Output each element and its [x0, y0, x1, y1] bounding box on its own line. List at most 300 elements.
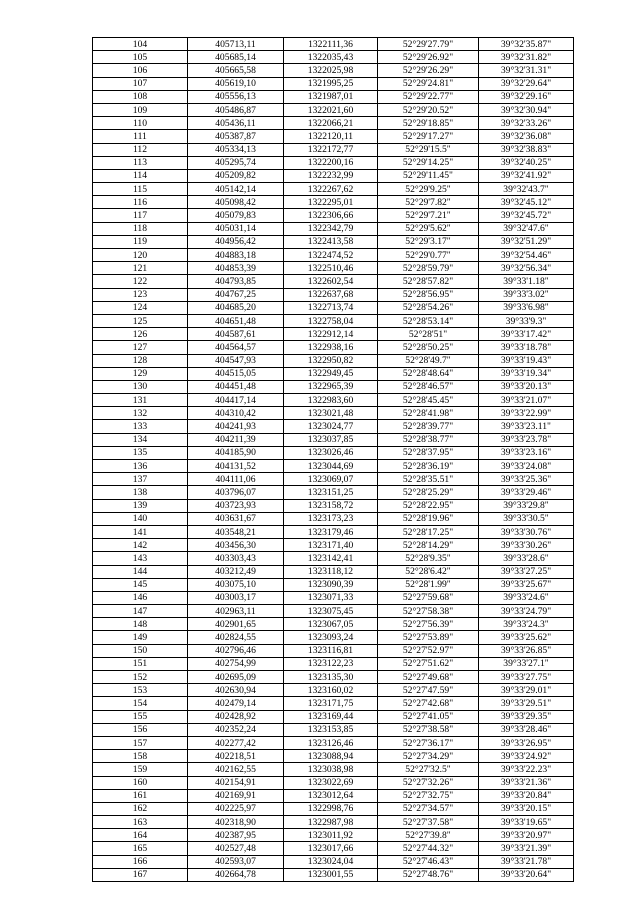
coordinates-table-body	[93, 38, 574, 882]
x-coordinate-cell: 404310,42	[188, 407, 284, 420]
longitude-cell: 39°32'35.87"	[479, 38, 574, 51]
table-row	[93, 816, 574, 829]
table-row	[93, 446, 574, 459]
latitude-cell: 52°28'57.82"	[378, 275, 479, 288]
y-coordinate-cell: 1323173,23	[284, 512, 378, 525]
y-coordinate-cell: 1323118,12	[284, 565, 378, 578]
y-coordinate-cell: 1323151,25	[284, 486, 378, 499]
x-coordinate-cell: 404417,14	[188, 394, 284, 407]
longitude-cell: 39°33'21.07"	[479, 394, 574, 407]
longitude-cell: 39°33'29.46"	[479, 486, 574, 499]
point-number-cell: 111	[93, 130, 188, 143]
table-row	[93, 565, 574, 578]
y-coordinate-cell: 1322983,60	[284, 394, 378, 407]
table-row	[93, 552, 574, 565]
latitude-cell: 52°27'48.76"	[378, 868, 479, 881]
longitude-cell: 39°33'23.11"	[479, 420, 574, 433]
y-coordinate-cell: 1322912,14	[284, 328, 378, 341]
longitude-cell: 39°32'36.08"	[479, 130, 574, 143]
table-row	[93, 433, 574, 446]
longitude-cell: 39°33'30.5"	[479, 512, 574, 525]
point-number-cell: 107	[93, 77, 188, 90]
longitude-cell: 39°33'29.51"	[479, 697, 574, 710]
y-coordinate-cell: 1323090,39	[284, 578, 378, 591]
latitude-cell: 52°28'48.64"	[378, 367, 479, 380]
latitude-cell: 52°28'50.25"	[378, 341, 479, 354]
x-coordinate-cell: 404793,85	[188, 275, 284, 288]
point-number-cell: 162	[93, 802, 188, 815]
point-number-cell: 110	[93, 117, 188, 130]
point-number-cell: 114	[93, 169, 188, 182]
y-coordinate-cell: 1321995,25	[284, 77, 378, 90]
table-row	[93, 354, 574, 367]
latitude-cell: 52°29'27.79"	[378, 38, 479, 51]
y-coordinate-cell: 1322342,79	[284, 222, 378, 235]
point-number-cell: 134	[93, 433, 188, 446]
latitude-cell: 52°29'0.77"	[378, 249, 479, 262]
y-coordinate-cell: 1323071,33	[284, 591, 378, 604]
table-row	[93, 275, 574, 288]
point-number-cell: 161	[93, 789, 188, 802]
x-coordinate-cell: 403003,17	[188, 591, 284, 604]
point-number-cell: 124	[93, 301, 188, 314]
table-row	[93, 407, 574, 420]
x-coordinate-cell: 402162,55	[188, 763, 284, 776]
point-number-cell: 109	[93, 103, 188, 116]
y-coordinate-cell: 1323171,75	[284, 697, 378, 710]
table-row	[93, 657, 574, 670]
x-coordinate-cell: 402630,94	[188, 684, 284, 697]
x-coordinate-cell: 402479,14	[188, 697, 284, 710]
longitude-cell: 39°33'17.42"	[479, 328, 574, 341]
y-coordinate-cell: 1322949,45	[284, 367, 378, 380]
table-row	[93, 196, 574, 209]
table-row	[93, 314, 574, 327]
latitude-cell: 52°29'24.81"	[378, 77, 479, 90]
table-row	[93, 262, 574, 275]
table-row	[93, 525, 574, 538]
table-row	[93, 591, 574, 604]
x-coordinate-cell: 404515,05	[188, 367, 284, 380]
y-coordinate-cell: 1323021,48	[284, 407, 378, 420]
table-row	[93, 51, 574, 64]
latitude-cell: 52°28'1.99"	[378, 578, 479, 591]
longitude-cell: 39°33'9.3"	[479, 314, 574, 327]
point-number-cell: 133	[93, 420, 188, 433]
point-number-cell: 149	[93, 631, 188, 644]
point-number-cell: 129	[93, 367, 188, 380]
y-coordinate-cell: 1322306,66	[284, 209, 378, 222]
y-coordinate-cell: 1322758,04	[284, 314, 378, 327]
point-number-cell: 130	[93, 380, 188, 393]
table-row	[93, 763, 574, 776]
y-coordinate-cell: 1323017,66	[284, 842, 378, 855]
point-number-cell: 159	[93, 763, 188, 776]
y-coordinate-cell: 1323037,85	[284, 433, 378, 446]
longitude-cell: 39°32'40.25"	[479, 156, 574, 169]
table-row	[93, 380, 574, 393]
y-coordinate-cell: 1322120,11	[284, 130, 378, 143]
x-coordinate-cell: 402695,09	[188, 671, 284, 684]
point-number-cell: 164	[93, 829, 188, 842]
table-row	[93, 578, 574, 591]
latitude-cell: 52°28'14.29"	[378, 539, 479, 552]
y-coordinate-cell: 1322066,21	[284, 117, 378, 130]
x-coordinate-cell: 405486,87	[188, 103, 284, 116]
x-coordinate-cell: 404853,39	[188, 262, 284, 275]
table-row	[93, 539, 574, 552]
point-number-cell: 123	[93, 288, 188, 301]
longitude-cell: 39°33'19.34"	[479, 367, 574, 380]
longitude-cell: 39°33'18.78"	[479, 341, 574, 354]
point-number-cell: 146	[93, 591, 188, 604]
point-number-cell: 142	[93, 539, 188, 552]
table-row	[93, 38, 574, 51]
x-coordinate-cell: 404547,93	[188, 354, 284, 367]
point-number-cell: 136	[93, 460, 188, 473]
y-coordinate-cell: 1322172,77	[284, 143, 378, 156]
x-coordinate-cell: 404651,48	[188, 314, 284, 327]
latitude-cell: 52°27'44.32"	[378, 842, 479, 855]
latitude-cell: 52°28'59.79"	[378, 262, 479, 275]
table-row	[93, 288, 574, 301]
point-number-cell: 119	[93, 235, 188, 248]
x-coordinate-cell: 402527,48	[188, 842, 284, 855]
point-number-cell: 117	[93, 209, 188, 222]
longitude-cell: 39°32'29.16"	[479, 90, 574, 103]
point-number-cell: 165	[93, 842, 188, 855]
latitude-cell: 52°27'38.58"	[378, 723, 479, 736]
x-coordinate-cell: 404111,06	[188, 473, 284, 486]
latitude-cell: 52°28'9.35"	[378, 552, 479, 565]
x-coordinate-cell: 402824,55	[188, 631, 284, 644]
y-coordinate-cell: 1323135,30	[284, 671, 378, 684]
longitude-cell: 39°33'20.97"	[479, 829, 574, 842]
y-coordinate-cell: 1322474,52	[284, 249, 378, 262]
latitude-cell: 52°27'52.97"	[378, 644, 479, 657]
longitude-cell: 39°32'43.7"	[479, 183, 574, 196]
latitude-cell: 52°27'59.68"	[378, 591, 479, 604]
y-coordinate-cell: 1323088,94	[284, 750, 378, 763]
latitude-cell: 52°27'53.89"	[378, 631, 479, 644]
longitude-cell: 39°32'51.29"	[479, 235, 574, 248]
table-row	[93, 802, 574, 815]
table-row	[93, 183, 574, 196]
longitude-cell: 39°32'45.72"	[479, 209, 574, 222]
y-coordinate-cell: 1322200,16	[284, 156, 378, 169]
x-coordinate-cell: 404241,93	[188, 420, 284, 433]
latitude-cell: 52°28'41.98"	[378, 407, 479, 420]
x-coordinate-cell: 405334,13	[188, 143, 284, 156]
longitude-cell: 39°33'22.99"	[479, 407, 574, 420]
longitude-cell: 39°33'24.79"	[479, 605, 574, 618]
point-number-cell: 122	[93, 275, 188, 288]
latitude-cell: 52°27'37.58"	[378, 816, 479, 829]
table-row	[93, 723, 574, 736]
latitude-cell: 52°28'51"	[378, 328, 479, 341]
table-row	[93, 512, 574, 525]
latitude-cell: 52°27'36.17"	[378, 736, 479, 749]
x-coordinate-cell: 402169,91	[188, 789, 284, 802]
longitude-cell: 39°32'41.92"	[479, 169, 574, 182]
y-coordinate-cell: 1322295,01	[284, 196, 378, 209]
x-coordinate-cell: 405031,14	[188, 222, 284, 235]
table-row	[93, 684, 574, 697]
table-row	[93, 222, 574, 235]
x-coordinate-cell: 405685,14	[188, 51, 284, 64]
longitude-cell: 39°33'29.8"	[479, 499, 574, 512]
latitude-cell: 52°29'17.27"	[378, 130, 479, 143]
latitude-cell: 52°28'54.26"	[378, 301, 479, 314]
latitude-cell: 52°27'56.39"	[378, 618, 479, 631]
x-coordinate-cell: 405619,10	[188, 77, 284, 90]
x-coordinate-cell: 402664,78	[188, 868, 284, 881]
x-coordinate-cell: 402277,42	[188, 736, 284, 749]
x-coordinate-cell: 404131,52	[188, 460, 284, 473]
y-coordinate-cell: 1322025,98	[284, 64, 378, 77]
latitude-cell: 52°27'34.29"	[378, 750, 479, 763]
y-coordinate-cell: 1323160,02	[284, 684, 378, 697]
longitude-cell: 39°33'24.6"	[479, 591, 574, 604]
x-coordinate-cell: 404451,48	[188, 380, 284, 393]
longitude-cell: 39°33'19.43"	[479, 354, 574, 367]
table-row	[93, 367, 574, 380]
x-coordinate-cell: 405713,11	[188, 38, 284, 51]
table-row	[93, 776, 574, 789]
latitude-cell: 52°29'26.29"	[378, 64, 479, 77]
x-coordinate-cell: 405142,14	[188, 183, 284, 196]
point-number-cell: 154	[93, 697, 188, 710]
y-coordinate-cell: 1323001,55	[284, 868, 378, 881]
point-number-cell: 158	[93, 750, 188, 763]
table-row	[93, 486, 574, 499]
latitude-cell: 52°28'45.45"	[378, 394, 479, 407]
point-number-cell: 132	[93, 407, 188, 420]
longitude-cell: 39°33'30.76"	[479, 525, 574, 538]
point-number-cell: 104	[93, 38, 188, 51]
latitude-cell: 52°28'53.14"	[378, 314, 479, 327]
point-number-cell: 115	[93, 183, 188, 196]
point-number-cell: 153	[93, 684, 188, 697]
x-coordinate-cell: 403723,93	[188, 499, 284, 512]
longitude-cell: 39°33'24.08"	[479, 460, 574, 473]
point-number-cell: 167	[93, 868, 188, 881]
y-coordinate-cell: 1323067,05	[284, 618, 378, 631]
point-number-cell: 145	[93, 578, 188, 591]
table-row	[93, 868, 574, 881]
longitude-cell: 39°33'26.85"	[479, 644, 574, 657]
longitude-cell: 39°33'20.13"	[479, 380, 574, 393]
y-coordinate-cell: 1323011,92	[284, 829, 378, 842]
latitude-cell: 52°28'22.95"	[378, 499, 479, 512]
x-coordinate-cell: 402218,51	[188, 750, 284, 763]
latitude-cell: 52°27'34.57"	[378, 802, 479, 815]
point-number-cell: 135	[93, 446, 188, 459]
table-row	[93, 829, 574, 842]
longitude-cell: 39°33'29.01"	[479, 684, 574, 697]
point-number-cell: 131	[93, 394, 188, 407]
latitude-cell: 52°27'58.38"	[378, 605, 479, 618]
longitude-cell: 39°33'19.65"	[479, 816, 574, 829]
x-coordinate-cell: 402352,24	[188, 723, 284, 736]
latitude-cell: 52°28'46.57"	[378, 380, 479, 393]
table-row	[93, 328, 574, 341]
longitude-cell: 39°32'47.6"	[479, 222, 574, 235]
longitude-cell: 39°32'29.64"	[479, 77, 574, 90]
table-row	[93, 420, 574, 433]
x-coordinate-cell: 402387,95	[188, 829, 284, 842]
latitude-cell: 52°28'17.25"	[378, 525, 479, 538]
x-coordinate-cell: 404883,18	[188, 249, 284, 262]
point-number-cell: 150	[93, 644, 188, 657]
point-number-cell: 156	[93, 723, 188, 736]
y-coordinate-cell: 1322998,76	[284, 802, 378, 815]
point-number-cell: 160	[93, 776, 188, 789]
longitude-cell: 39°33'26.95"	[479, 736, 574, 749]
longitude-cell: 39°32'56.34"	[479, 262, 574, 275]
y-coordinate-cell: 1322713,74	[284, 301, 378, 314]
longitude-cell: 39°33'30.26"	[479, 539, 574, 552]
x-coordinate-cell: 405436,11	[188, 117, 284, 130]
point-number-cell: 116	[93, 196, 188, 209]
x-coordinate-cell: 405665,58	[188, 64, 284, 77]
point-number-cell: 137	[93, 473, 188, 486]
point-number-cell: 120	[93, 249, 188, 262]
table-row	[93, 605, 574, 618]
table-row	[93, 644, 574, 657]
longitude-cell: 39°33'23.78"	[479, 433, 574, 446]
longitude-cell: 39°33'27.75"	[479, 671, 574, 684]
table-row	[93, 855, 574, 868]
y-coordinate-cell: 1322987,98	[284, 816, 378, 829]
y-coordinate-cell: 1323122,23	[284, 657, 378, 670]
longitude-cell: 39°33'28.6"	[479, 552, 574, 565]
latitude-cell: 52°28'19.96"	[378, 512, 479, 525]
table-row	[93, 235, 574, 248]
point-number-cell: 166	[93, 855, 188, 868]
table-row	[93, 77, 574, 90]
longitude-cell: 39°33'21.39"	[479, 842, 574, 855]
x-coordinate-cell: 405387,87	[188, 130, 284, 143]
table-row	[93, 103, 574, 116]
y-coordinate-cell: 1321987,01	[284, 90, 378, 103]
latitude-cell: 52°28'6.42"	[378, 565, 479, 578]
coordinates-table	[92, 37, 574, 882]
table-row	[93, 460, 574, 473]
y-coordinate-cell: 1323171,40	[284, 539, 378, 552]
longitude-cell: 39°32'31.31"	[479, 64, 574, 77]
latitude-cell: 52°29'5.62"	[378, 222, 479, 235]
longitude-cell: 39°33'25.67"	[479, 578, 574, 591]
latitude-cell: 52°27'47.59"	[378, 684, 479, 697]
table-row	[93, 130, 574, 143]
latitude-cell: 52°28'56.95"	[378, 288, 479, 301]
longitude-cell: 39°33'24.3"	[479, 618, 574, 631]
y-coordinate-cell: 1323116,81	[284, 644, 378, 657]
point-number-cell: 108	[93, 90, 188, 103]
table-row	[93, 394, 574, 407]
longitude-cell: 39°32'45.12"	[479, 196, 574, 209]
y-coordinate-cell: 1323179,46	[284, 525, 378, 538]
x-coordinate-cell: 405556,13	[188, 90, 284, 103]
latitude-cell: 52°28'38.77"	[378, 433, 479, 446]
point-number-cell: 163	[93, 816, 188, 829]
point-number-cell: 125	[93, 314, 188, 327]
latitude-cell: 52°27'51.62"	[378, 657, 479, 670]
longitude-cell: 39°33'21.78"	[479, 855, 574, 868]
table-row	[93, 842, 574, 855]
x-coordinate-cell: 402225,97	[188, 802, 284, 815]
y-coordinate-cell: 1322232,99	[284, 169, 378, 182]
point-number-cell: 127	[93, 341, 188, 354]
y-coordinate-cell: 1322413,58	[284, 235, 378, 248]
table-row	[93, 249, 574, 262]
point-number-cell: 113	[93, 156, 188, 169]
table-row	[93, 143, 574, 156]
longitude-cell: 39°33'1.18"	[479, 275, 574, 288]
point-number-cell: 148	[93, 618, 188, 631]
latitude-cell: 52°29'22.77"	[378, 90, 479, 103]
longitude-cell: 39°32'38.83"	[479, 143, 574, 156]
x-coordinate-cell: 402154,91	[188, 776, 284, 789]
latitude-cell: 52°27'42.68"	[378, 697, 479, 710]
longitude-cell: 39°32'33.26"	[479, 117, 574, 130]
x-coordinate-cell: 404767,25	[188, 288, 284, 301]
longitude-cell: 39°33'20.84"	[479, 789, 574, 802]
x-coordinate-cell: 405098,42	[188, 196, 284, 209]
latitude-cell: 52°29'15.5"	[378, 143, 479, 156]
y-coordinate-cell: 1323038,98	[284, 763, 378, 776]
latitude-cell: 52°28'25.29"	[378, 486, 479, 499]
longitude-cell: 39°33'29.35"	[479, 710, 574, 723]
point-number-cell: 128	[93, 354, 188, 367]
x-coordinate-cell: 404587,61	[188, 328, 284, 341]
table-row	[93, 697, 574, 710]
y-coordinate-cell: 1323024,04	[284, 855, 378, 868]
x-coordinate-cell: 403796,07	[188, 486, 284, 499]
x-coordinate-cell: 402754,99	[188, 657, 284, 670]
x-coordinate-cell: 402593,07	[188, 855, 284, 868]
latitude-cell: 52°27'41.05"	[378, 710, 479, 723]
x-coordinate-cell: 402963,11	[188, 605, 284, 618]
point-number-cell: 141	[93, 525, 188, 538]
x-coordinate-cell: 405079,83	[188, 209, 284, 222]
table-row	[93, 789, 574, 802]
latitude-cell: 52°29'9.25"	[378, 183, 479, 196]
table-row	[93, 750, 574, 763]
longitude-cell: 39°33'25.36"	[479, 473, 574, 486]
latitude-cell: 52°27'32.5"	[378, 763, 479, 776]
y-coordinate-cell: 1322510,46	[284, 262, 378, 275]
longitude-cell: 39°33'27.25"	[479, 565, 574, 578]
y-coordinate-cell: 1323075,45	[284, 605, 378, 618]
point-number-cell: 144	[93, 565, 188, 578]
point-number-cell: 105	[93, 51, 188, 64]
point-number-cell: 155	[93, 710, 188, 723]
latitude-cell: 52°28'49.7"	[378, 354, 479, 367]
table-row	[93, 64, 574, 77]
y-coordinate-cell: 1322637,68	[284, 288, 378, 301]
table-row	[93, 736, 574, 749]
latitude-cell: 52°29'20.52"	[378, 103, 479, 116]
x-coordinate-cell: 404956,42	[188, 235, 284, 248]
y-coordinate-cell: 1322035,43	[284, 51, 378, 64]
longitude-cell: 39°33'6.98"	[479, 301, 574, 314]
point-number-cell: 139	[93, 499, 188, 512]
table-row	[93, 301, 574, 314]
table-row	[93, 90, 574, 103]
y-coordinate-cell: 1322938,16	[284, 341, 378, 354]
